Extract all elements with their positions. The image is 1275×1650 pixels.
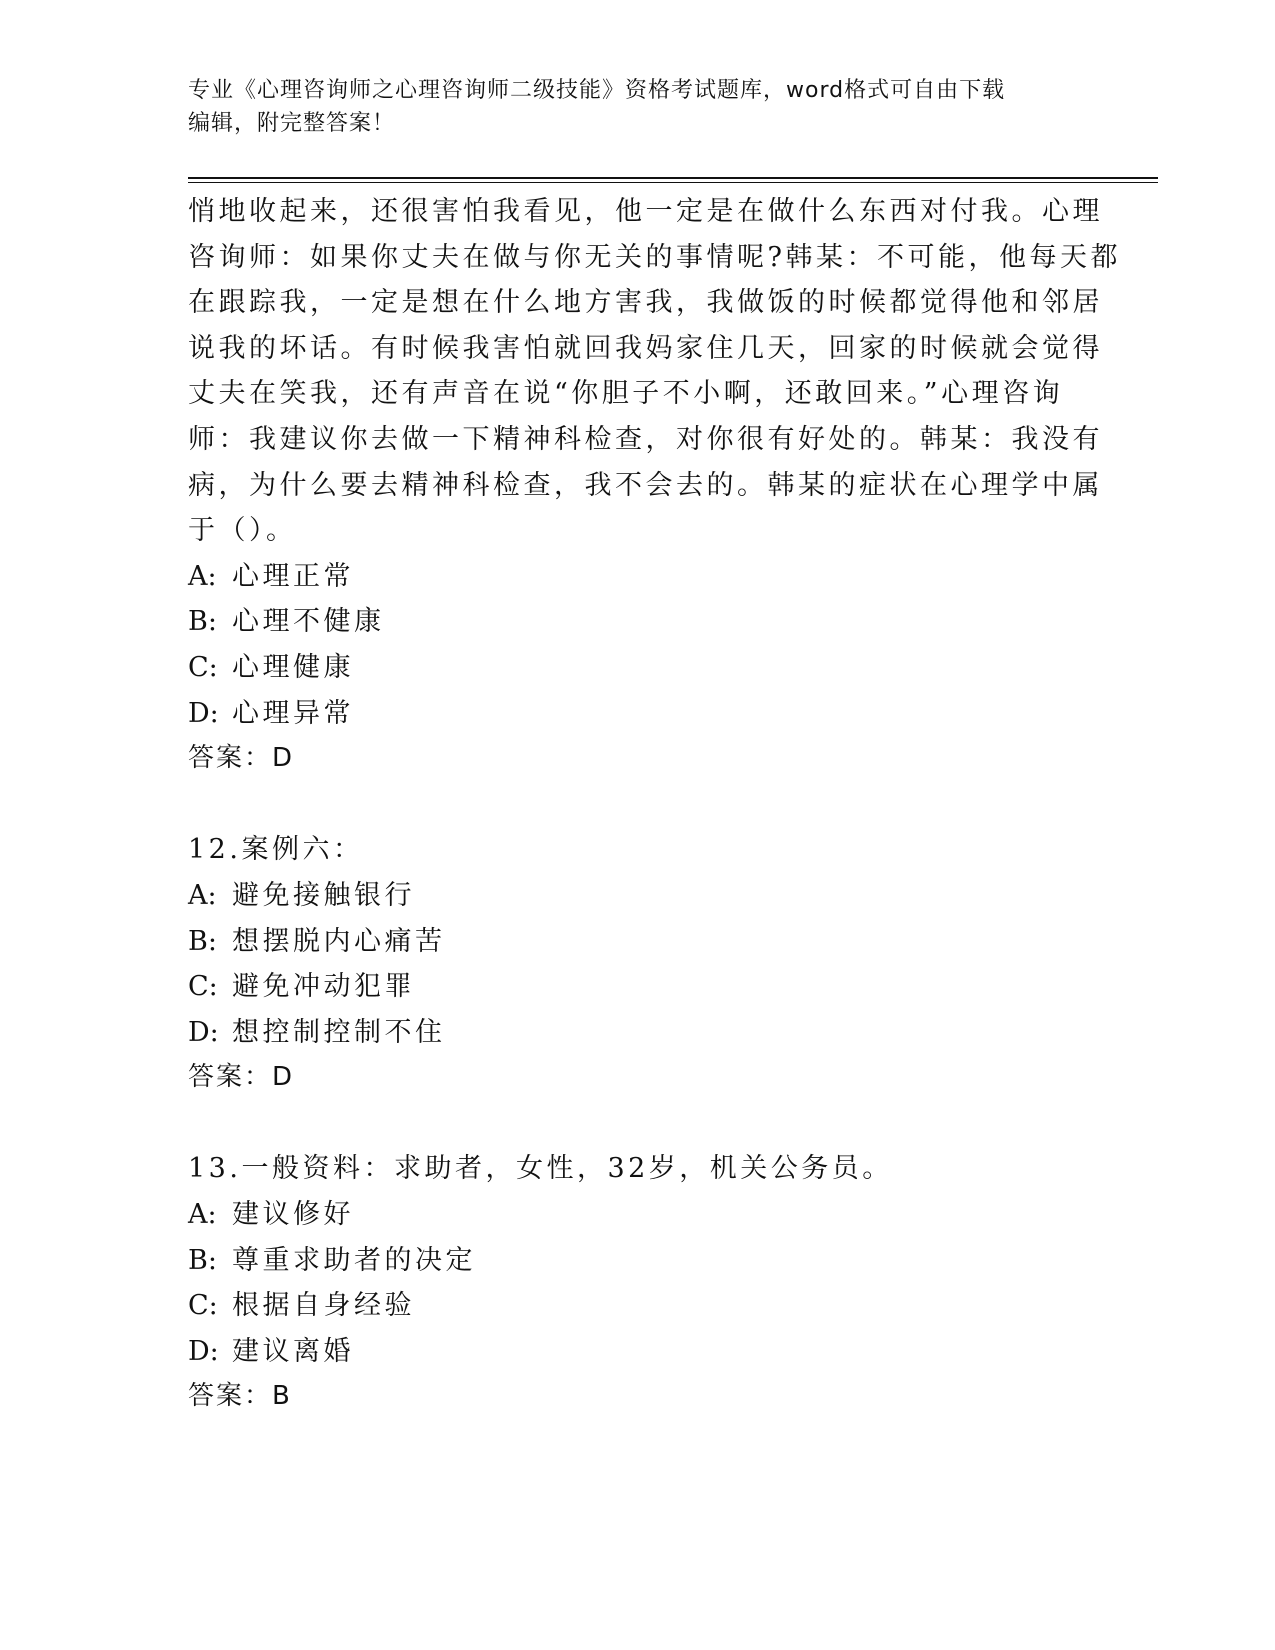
header-line-2: 编辑，附完整答案！ (188, 111, 396, 136)
option-a (188, 1192, 1078, 1238)
spacer (188, 782, 1078, 828)
document-header (188, 74, 1088, 140)
option-text: 建议修好 (232, 1199, 354, 1231)
option-a (188, 554, 1078, 600)
option-b (188, 919, 1078, 965)
text-line: 病，为什么要去精神科检查，我不会去的。韩某的症状在心理学中属 (188, 469, 1103, 501)
option-key: D: (188, 697, 219, 729)
question-13-answer: 答案：B (188, 1381, 292, 1412)
option-key: A: (188, 560, 217, 592)
question-12-answer: 答案：D (188, 1062, 295, 1093)
option-text: 想控制控制不住 (232, 1016, 446, 1048)
option-key: C: (188, 971, 218, 1003)
option-b (188, 599, 1078, 645)
option-a (188, 873, 1078, 919)
option-c (188, 645, 1078, 691)
header-rule-thick (188, 177, 1158, 179)
question-13-options (188, 1192, 1078, 1374)
text-line: 于（）。 (188, 515, 297, 547)
option-key: B: (188, 606, 217, 638)
question-11-options (188, 554, 1078, 736)
option-text: 根据自身经验 (232, 1290, 415, 1322)
option-key: A: (188, 879, 217, 911)
text-line: 咨询师：如果你丈夫在做与你无关的事情呢?韩某：不可能，他每天都 (188, 241, 1121, 273)
text-line: 丈夫在笑我，还有声音在说“你胆子不小啊，还敢回来。”心理咨询 (188, 378, 1064, 410)
text-line: 在跟踪我，一定是想在什么地方害我，我做饭的时候都觉得他和邻居 (188, 287, 1103, 319)
option-b (188, 1238, 1078, 1284)
header-rule-thin (188, 182, 1158, 183)
option-d (188, 1329, 1078, 1375)
text-line: 悄地收起来，还很害怕我看见，他一定是在做什么东西对付我。心理 (188, 196, 1103, 227)
option-key: B: (188, 925, 217, 957)
question-11-answer: 答案：D (188, 743, 295, 774)
option-d (188, 691, 1078, 737)
question-11-text (188, 189, 1121, 554)
option-key: C: (188, 1290, 218, 1322)
option-text: 心理异常 (232, 697, 354, 729)
question-12-options (188, 873, 1078, 1055)
option-c (188, 1283, 1078, 1329)
option-text: 避免接触银行 (232, 879, 415, 911)
option-text: 想摆脱内心痛苦 (232, 925, 446, 957)
option-key: C: (188, 651, 218, 683)
option-text: 避免冲动犯罪 (232, 971, 415, 1003)
document-body (188, 189, 1121, 1420)
option-text: 尊重求助者的决定 (232, 1244, 476, 1276)
option-key: B: (188, 1244, 217, 1276)
text-line: 师：我建议你去做一下精神科检查，对你很有好处的。韩某：我没有 (188, 423, 1103, 455)
spacer (188, 1101, 1078, 1147)
header-line-1: 专业《心理咨询师之心理咨询师二级技能》资格考试题库，word格式可自由下载 (188, 78, 1006, 103)
option-key: D: (188, 1016, 219, 1048)
option-key: A: (188, 1199, 217, 1231)
option-text: 心理正常 (232, 560, 354, 592)
option-key: D: (188, 1335, 219, 1367)
option-text: 心理不健康 (232, 606, 385, 638)
option-text: 心理健康 (232, 651, 354, 683)
option-text: 建议离婚 (232, 1335, 354, 1367)
question-12-title: 12.案例六： (188, 834, 364, 866)
option-d (188, 1010, 1078, 1056)
question-13-title: 13.一般资料：求助者，女性，32岁，机关公务员。 (188, 1153, 893, 1185)
option-c (188, 964, 1078, 1010)
text-line: 说我的坏话。有时候我害怕就回我妈家住几天，回家的时候就会觉得 (188, 332, 1103, 364)
